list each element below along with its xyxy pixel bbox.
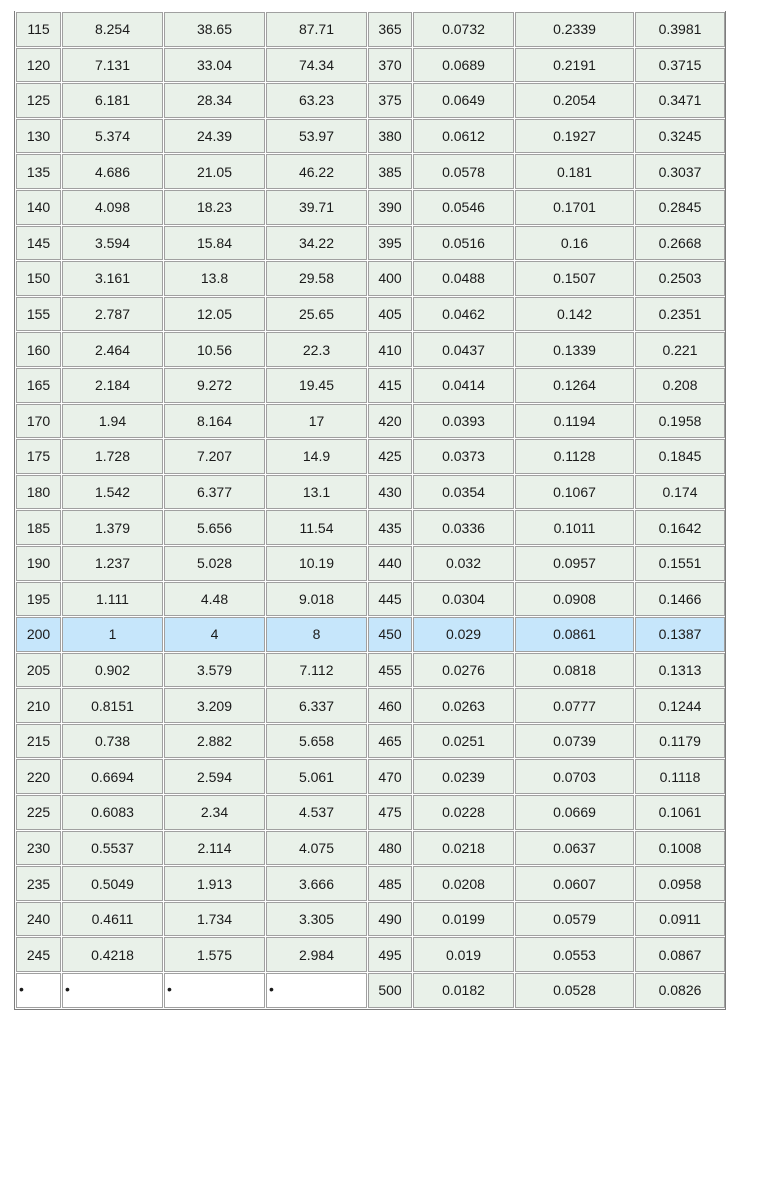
table-row bbox=[16, 795, 725, 830]
table-cell: 3.161 bbox=[62, 261, 163, 296]
table-row bbox=[16, 261, 725, 296]
table-cell: 0.3471 bbox=[635, 83, 725, 118]
table-cell: 0.0818 bbox=[515, 653, 634, 688]
table-cell: 0.3715 bbox=[635, 48, 725, 83]
table-cell: 240 bbox=[16, 902, 61, 937]
table-cell: 465 bbox=[368, 724, 412, 759]
table-cell: 0.1179 bbox=[635, 724, 725, 759]
table-cell: 1.111 bbox=[62, 582, 163, 617]
table-row bbox=[16, 404, 725, 439]
table-cell: 0.174 bbox=[635, 475, 725, 510]
table-cell: 2.34 bbox=[164, 795, 265, 830]
table-cell: 6.377 bbox=[164, 475, 265, 510]
table-cell: 15.84 bbox=[164, 226, 265, 261]
table-cell: 2.464 bbox=[62, 332, 163, 367]
table-cell: 370 bbox=[368, 48, 412, 83]
table-cell: 470 bbox=[368, 759, 412, 794]
table-cell: 0.0732 bbox=[413, 12, 514, 47]
table-cell: 175 bbox=[16, 439, 61, 474]
table-cell: 375 bbox=[368, 83, 412, 118]
table-cell: 430 bbox=[368, 475, 412, 510]
table-cell: 3.594 bbox=[62, 226, 163, 261]
table-cell: 3.305 bbox=[266, 902, 367, 937]
table-cell: 25.65 bbox=[266, 297, 367, 332]
table-cell: 0.0578 bbox=[413, 154, 514, 189]
table-cell: 8.254 bbox=[62, 12, 163, 47]
table-cell: 0.3037 bbox=[635, 154, 725, 189]
table-cell: 455 bbox=[368, 653, 412, 688]
table-cell: 0.0462 bbox=[413, 297, 514, 332]
table-row bbox=[16, 154, 725, 189]
table-cell: 0.019 bbox=[413, 937, 514, 972]
table-cell: 215 bbox=[16, 724, 61, 759]
table-cell: 0.0354 bbox=[413, 475, 514, 510]
table-row bbox=[16, 297, 725, 332]
table-cell: 120 bbox=[16, 48, 61, 83]
table-cell: 405 bbox=[368, 297, 412, 332]
table-cell: 0.0276 bbox=[413, 653, 514, 688]
table-cell: • bbox=[266, 973, 367, 1008]
table-cell: 34.22 bbox=[266, 226, 367, 261]
table-cell: 440 bbox=[368, 546, 412, 581]
table-cell: 0.902 bbox=[62, 653, 163, 688]
table-cell: 0.0553 bbox=[515, 937, 634, 972]
table-cell: 0.0263 bbox=[413, 688, 514, 723]
table-cell: 0.0199 bbox=[413, 902, 514, 937]
table-cell: 1.728 bbox=[62, 439, 163, 474]
table-cell: 0.1958 bbox=[635, 404, 725, 439]
table-cell: 0.1845 bbox=[635, 439, 725, 474]
table-cell: 0.0689 bbox=[413, 48, 514, 83]
table-cell: 8 bbox=[266, 617, 367, 652]
table-cell: 1.734 bbox=[164, 902, 265, 937]
table-cell: 0.0393 bbox=[413, 404, 514, 439]
table-row bbox=[16, 119, 725, 154]
table-cell: 2.594 bbox=[164, 759, 265, 794]
table-cell: 205 bbox=[16, 653, 61, 688]
table-cell: 0.6694 bbox=[62, 759, 163, 794]
table-cell: 0.0607 bbox=[515, 866, 634, 901]
table-cell: 140 bbox=[16, 190, 61, 225]
table-cell: 0.1118 bbox=[635, 759, 725, 794]
table-cell: 21.05 bbox=[164, 154, 265, 189]
table-cell: 0.5537 bbox=[62, 831, 163, 866]
table-cell: 180 bbox=[16, 475, 61, 510]
table-cell: 365 bbox=[368, 12, 412, 47]
table-cell: 6.181 bbox=[62, 83, 163, 118]
table-cell: 0.0957 bbox=[515, 546, 634, 581]
table-cell: 0.0637 bbox=[515, 831, 634, 866]
table-row bbox=[16, 475, 725, 510]
table-cell: 0.0528 bbox=[515, 973, 634, 1008]
table-cell: 0.0182 bbox=[413, 973, 514, 1008]
table-cell: 0.0911 bbox=[635, 902, 725, 937]
table-row bbox=[16, 83, 725, 118]
table-cell: 10.56 bbox=[164, 332, 265, 367]
table-cell: 1 bbox=[62, 617, 163, 652]
table-cell: 28.34 bbox=[164, 83, 265, 118]
table-row bbox=[16, 332, 725, 367]
table-cell: 475 bbox=[368, 795, 412, 830]
table-cell: 0.0579 bbox=[515, 902, 634, 937]
table-cell: 485 bbox=[368, 866, 412, 901]
table-cell: 3.666 bbox=[266, 866, 367, 901]
table-cell: 3.209 bbox=[164, 688, 265, 723]
table-cell: 0.0739 bbox=[515, 724, 634, 759]
table-cell: 480 bbox=[368, 831, 412, 866]
table-cell: 24.39 bbox=[164, 119, 265, 154]
table-cell: 170 bbox=[16, 404, 61, 439]
table-cell: 0.0488 bbox=[413, 261, 514, 296]
table-cell: 225 bbox=[16, 795, 61, 830]
table-cell: 135 bbox=[16, 154, 61, 189]
table-cell: 2.984 bbox=[266, 937, 367, 972]
table-cell: 410 bbox=[368, 332, 412, 367]
table-cell: 0.0218 bbox=[413, 831, 514, 866]
table-cell: 500 bbox=[368, 973, 412, 1008]
table-row bbox=[16, 831, 725, 866]
table-cell: 415 bbox=[368, 368, 412, 403]
table-cell: 400 bbox=[368, 261, 412, 296]
table-cell: 0.0777 bbox=[515, 688, 634, 723]
table-cell: 0.032 bbox=[413, 546, 514, 581]
table-cell: 130 bbox=[16, 119, 61, 154]
table-cell: 0.142 bbox=[515, 297, 634, 332]
table-cell: 4.075 bbox=[266, 831, 367, 866]
table-cell: 1.542 bbox=[62, 475, 163, 510]
table-cell: 230 bbox=[16, 831, 61, 866]
table-cell: 13.1 bbox=[266, 475, 367, 510]
table-cell: 4.48 bbox=[164, 582, 265, 617]
table-cell: 0.2503 bbox=[635, 261, 725, 296]
table-cell: 0.1466 bbox=[635, 582, 725, 617]
table-cell: 0.1642 bbox=[635, 510, 725, 545]
table-cell: 385 bbox=[368, 154, 412, 189]
table-cell: 9.018 bbox=[266, 582, 367, 617]
table-cell: • bbox=[16, 973, 61, 1008]
table-cell: 0.1701 bbox=[515, 190, 634, 225]
table-row bbox=[16, 48, 725, 83]
table-cell: 46.22 bbox=[266, 154, 367, 189]
table-cell: 0.0649 bbox=[413, 83, 514, 118]
table-cell: 150 bbox=[16, 261, 61, 296]
table-cell: 0.0208 bbox=[413, 866, 514, 901]
table-cell: 425 bbox=[368, 439, 412, 474]
table-cell: 125 bbox=[16, 83, 61, 118]
table-cell: 0.0867 bbox=[635, 937, 725, 972]
table-cell: 0.0373 bbox=[413, 439, 514, 474]
table-cell: 5.374 bbox=[62, 119, 163, 154]
table-cell: 435 bbox=[368, 510, 412, 545]
table-row bbox=[16, 973, 725, 1008]
table-cell: 195 bbox=[16, 582, 61, 617]
table-row bbox=[16, 653, 725, 688]
table-cell: 33.04 bbox=[164, 48, 265, 83]
table-cell: • bbox=[62, 973, 163, 1008]
table-cell: 7.131 bbox=[62, 48, 163, 83]
table-cell: 87.71 bbox=[266, 12, 367, 47]
table-cell: 0.738 bbox=[62, 724, 163, 759]
table-cell: 0.2845 bbox=[635, 190, 725, 225]
table-cell: 0.1313 bbox=[635, 653, 725, 688]
table-cell: 4 bbox=[164, 617, 265, 652]
table-cell: 115 bbox=[16, 12, 61, 47]
table-cell: 0.16 bbox=[515, 226, 634, 261]
table-cell: 0.208 bbox=[635, 368, 725, 403]
table-cell: 495 bbox=[368, 937, 412, 972]
table-cell: 0.0516 bbox=[413, 226, 514, 261]
table-cell: 10.19 bbox=[266, 546, 367, 581]
data-table bbox=[15, 11, 726, 1009]
table-cell: 0.1061 bbox=[635, 795, 725, 830]
table-cell: 200 bbox=[16, 617, 61, 652]
table-cell: 1.94 bbox=[62, 404, 163, 439]
table-cell: 0.4611 bbox=[62, 902, 163, 937]
table-cell: 5.656 bbox=[164, 510, 265, 545]
table-cell: 390 bbox=[368, 190, 412, 225]
table-cell: 0.6083 bbox=[62, 795, 163, 830]
table-cell: 38.65 bbox=[164, 12, 265, 47]
table-cell: 6.337 bbox=[266, 688, 367, 723]
table-cell: 0.1244 bbox=[635, 688, 725, 723]
table-row bbox=[16, 190, 725, 225]
table-row bbox=[16, 617, 725, 652]
table-row bbox=[16, 937, 725, 972]
table-cell: 1.575 bbox=[164, 937, 265, 972]
table-cell: 160 bbox=[16, 332, 61, 367]
table-cell: 0.0228 bbox=[413, 795, 514, 830]
table-cell: 1.237 bbox=[62, 546, 163, 581]
table-cell: 2.882 bbox=[164, 724, 265, 759]
table-cell: 0.1128 bbox=[515, 439, 634, 474]
table-cell: 165 bbox=[16, 368, 61, 403]
table-cell: 190 bbox=[16, 546, 61, 581]
table-cell: 420 bbox=[368, 404, 412, 439]
table-cell: 74.34 bbox=[266, 48, 367, 83]
table-cell: 0.0437 bbox=[413, 332, 514, 367]
table-cell: 155 bbox=[16, 297, 61, 332]
table-cell: 0.2191 bbox=[515, 48, 634, 83]
table-cell: 5.658 bbox=[266, 724, 367, 759]
table-cell: 185 bbox=[16, 510, 61, 545]
table-cell: 0.0414 bbox=[413, 368, 514, 403]
table-cell: • bbox=[164, 973, 265, 1008]
table-cell: 490 bbox=[368, 902, 412, 937]
table-cell: 22.3 bbox=[266, 332, 367, 367]
table-cell: 0.2339 bbox=[515, 12, 634, 47]
table-body bbox=[16, 12, 725, 1008]
table-row bbox=[16, 582, 725, 617]
table-cell: 13.8 bbox=[164, 261, 265, 296]
table-cell: 0.0239 bbox=[413, 759, 514, 794]
table-cell: 0.2668 bbox=[635, 226, 725, 261]
table-cell: 0.029 bbox=[413, 617, 514, 652]
table-cell: 145 bbox=[16, 226, 61, 261]
table-cell: 5.061 bbox=[266, 759, 367, 794]
table-cell: 0.2351 bbox=[635, 297, 725, 332]
table-row bbox=[16, 439, 725, 474]
table-cell: 0.1264 bbox=[515, 368, 634, 403]
table-cell: 29.58 bbox=[266, 261, 367, 296]
table-cell: 0.4218 bbox=[62, 937, 163, 972]
table-cell: 245 bbox=[16, 937, 61, 972]
table-cell: 0.0669 bbox=[515, 795, 634, 830]
table-cell: 0.0958 bbox=[635, 866, 725, 901]
table-cell: 53.97 bbox=[266, 119, 367, 154]
table-cell: 0.1927 bbox=[515, 119, 634, 154]
table-cell: 11.54 bbox=[266, 510, 367, 545]
table-cell: 0.0251 bbox=[413, 724, 514, 759]
table-cell: 0.0304 bbox=[413, 582, 514, 617]
table-cell: 395 bbox=[368, 226, 412, 261]
table-cell: 0.0861 bbox=[515, 617, 634, 652]
table-cell: 0.3981 bbox=[635, 12, 725, 47]
table-cell: 63.23 bbox=[266, 83, 367, 118]
table-cell: 39.71 bbox=[266, 190, 367, 225]
table-cell: 0.0336 bbox=[413, 510, 514, 545]
table-cell: 2.114 bbox=[164, 831, 265, 866]
table-cell: 1.379 bbox=[62, 510, 163, 545]
table-cell: 4.686 bbox=[62, 154, 163, 189]
table-cell: 0.1551 bbox=[635, 546, 725, 581]
table-cell: 220 bbox=[16, 759, 61, 794]
table-cell: 0.0703 bbox=[515, 759, 634, 794]
table-cell: 18.23 bbox=[164, 190, 265, 225]
table-cell: 210 bbox=[16, 688, 61, 723]
table-cell: 0.1387 bbox=[635, 617, 725, 652]
table-cell: 7.207 bbox=[164, 439, 265, 474]
table-cell: 2.787 bbox=[62, 297, 163, 332]
table-row bbox=[16, 226, 725, 261]
table-row bbox=[16, 12, 725, 47]
table-cell: 0.5049 bbox=[62, 866, 163, 901]
table-cell: 0.0546 bbox=[413, 190, 514, 225]
table-cell: 1.913 bbox=[164, 866, 265, 901]
table-cell: 235 bbox=[16, 866, 61, 901]
table-cell: 0.1194 bbox=[515, 404, 634, 439]
table-cell: 0.0826 bbox=[635, 973, 725, 1008]
table-cell: 0.1011 bbox=[515, 510, 634, 545]
table-cell: 14.9 bbox=[266, 439, 367, 474]
table-cell: 445 bbox=[368, 582, 412, 617]
table-row bbox=[16, 368, 725, 403]
data-table-container bbox=[14, 11, 726, 1010]
table-row bbox=[16, 724, 725, 759]
table-cell: 2.184 bbox=[62, 368, 163, 403]
table-cell: 12.05 bbox=[164, 297, 265, 332]
table-cell: 9.272 bbox=[164, 368, 265, 403]
table-cell: 380 bbox=[368, 119, 412, 154]
table-row bbox=[16, 866, 725, 901]
table-cell: 0.0612 bbox=[413, 119, 514, 154]
table-cell: 450 bbox=[368, 617, 412, 652]
table-cell: 0.1067 bbox=[515, 475, 634, 510]
table-cell: 0.1507 bbox=[515, 261, 634, 296]
table-cell: 0.8151 bbox=[62, 688, 163, 723]
table-cell: 0.221 bbox=[635, 332, 725, 367]
table-cell: 17 bbox=[266, 404, 367, 439]
table-cell: 0.1008 bbox=[635, 831, 725, 866]
table-cell: 0.0908 bbox=[515, 582, 634, 617]
table-cell: 0.3245 bbox=[635, 119, 725, 154]
table-cell: 8.164 bbox=[164, 404, 265, 439]
table-cell: 7.112 bbox=[266, 653, 367, 688]
table-cell: 4.537 bbox=[266, 795, 367, 830]
table-cell: 4.098 bbox=[62, 190, 163, 225]
table-row bbox=[16, 688, 725, 723]
table-cell: 0.1339 bbox=[515, 332, 634, 367]
table-cell: 0.181 bbox=[515, 154, 634, 189]
table-cell: 460 bbox=[368, 688, 412, 723]
table-cell: 5.028 bbox=[164, 546, 265, 581]
table-cell: 0.2054 bbox=[515, 83, 634, 118]
table-cell: 19.45 bbox=[266, 368, 367, 403]
table-row bbox=[16, 510, 725, 545]
table-cell: 3.579 bbox=[164, 653, 265, 688]
table-row bbox=[16, 902, 725, 937]
table-row bbox=[16, 759, 725, 794]
table-row bbox=[16, 546, 725, 581]
